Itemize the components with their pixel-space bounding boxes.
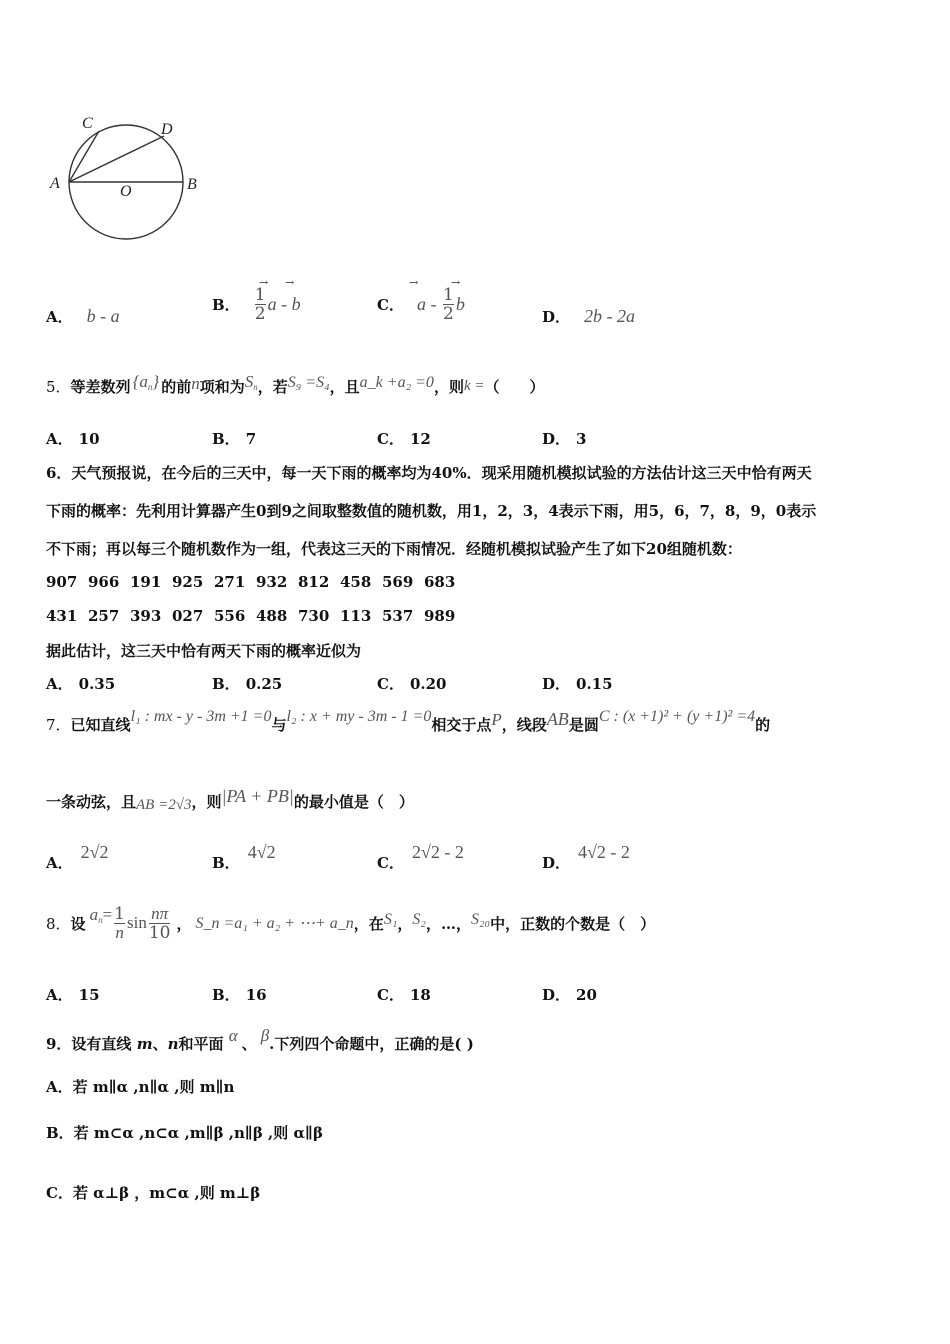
label-b: B [187, 176, 197, 193]
separator: 、 [241, 1035, 257, 1053]
seq-sub: n [147, 382, 153, 392]
math-n: n [191, 374, 200, 393]
q8-options [46, 984, 906, 1006]
line-n: n [167, 1035, 179, 1053]
text: ，则 [433, 378, 464, 396]
text: 是圆 [568, 716, 599, 734]
q6-option-b[interactable] [212, 673, 282, 694]
s-symbol: S [244, 372, 254, 391]
q5-option-a[interactable] [46, 428, 100, 449]
q7-option-d[interactable] [542, 842, 630, 873]
math-s1: S₁ [383, 911, 398, 928]
option-label: D． [542, 430, 571, 448]
seq-symbol: a [139, 372, 148, 391]
text: ，则 [191, 793, 222, 811]
option-label: A． [46, 675, 73, 693]
random-number: 556 [214, 607, 246, 625]
option-value: 20 [576, 986, 597, 1004]
option-label: C． [377, 675, 404, 693]
label-o: O [120, 183, 132, 200]
option-label: B． [212, 854, 240, 872]
question-number: 7． [46, 716, 71, 734]
label-d: D [161, 121, 173, 138]
option-value: 0.20 [409, 675, 447, 693]
label-c: C [82, 115, 93, 132]
label-a: A [50, 175, 60, 192]
random-number: 966 [88, 573, 120, 591]
segment-ab: AB [546, 709, 569, 729]
numerator: 1 [443, 285, 454, 305]
math-k: k = [463, 378, 485, 394]
option-value: 4√2 - 2 [578, 842, 630, 862]
option-label: C． [377, 296, 404, 314]
option-label: D． [542, 854, 571, 872]
q8-option-a[interactable] [46, 984, 100, 1005]
question-number: 5． [46, 378, 71, 396]
point-p: P [491, 710, 502, 729]
q9-option-b[interactable]: B．若 m⊂α ,n⊂α ,m∥β ,n∥β ,则 α∥β [46, 1124, 323, 1142]
random-number: 113 [340, 607, 372, 625]
circle-equation: C : (x +1)² + (y +1)² =4 [598, 708, 756, 725]
random-number: 458 [340, 573, 372, 591]
option-value: 2b - 2a [584, 306, 636, 326]
question-number: 8． [46, 914, 71, 933]
sin-function: sin [126, 913, 147, 932]
fraction-n-pi-over-10 [149, 905, 171, 942]
vector-arrow-icon: → [285, 276, 295, 289]
option-label: A． [46, 854, 73, 872]
numerator: 1 [114, 903, 125, 924]
option-value: 10 [78, 430, 100, 448]
option-value: 3 [576, 430, 587, 448]
text: .下列四个命题中，正确的是( ) [269, 1035, 474, 1053]
random-number: 730 [298, 607, 330, 625]
random-number: 907 [46, 573, 78, 591]
q4-option-a[interactable] [46, 306, 196, 327]
question-5-stem [46, 372, 545, 397]
option-label: C． [377, 854, 404, 872]
question-8-stem: 8． 设 $a_n$ = $\frac{1}{n}$ sin $\frac{n\pi}{10}$ ， S_n =a₁ + a₂ + ⋯+ a_n ，在 S₁ ， S₂ ，…， S₂₀ 中，正数的个数是（ ） [46, 903, 656, 943]
q4-option-c[interactable] [377, 276, 527, 324]
numerator: 1 [254, 285, 266, 305]
option-value: 0.15 [576, 675, 613, 693]
option-label: A． [46, 430, 73, 448]
option-label: A． [46, 308, 73, 326]
option-value: a - b [267, 294, 301, 314]
random-number: 271 [214, 573, 246, 591]
q9-option-a[interactable]: A．若 m∥α ,n∥α ,则 m∥n [46, 1078, 235, 1096]
equals-sign: = [102, 905, 113, 924]
chord-length: AB =2√3 [136, 797, 192, 813]
text: 项和为 [199, 378, 245, 396]
q5-option-b[interactable] [212, 428, 256, 449]
random-number: 431 [46, 607, 78, 625]
option-label: C． [377, 430, 404, 448]
random-number: 932 [256, 573, 288, 591]
q6-option-c[interactable] [377, 673, 447, 694]
sequence: $\{a_n\}$ [132, 372, 160, 392]
text: 一条动弦，且 [46, 793, 137, 811]
text: （ ） [484, 378, 545, 396]
option-value: 12 [409, 430, 431, 448]
random-numbers-row-2 [46, 606, 466, 625]
option-value: 16 [245, 986, 267, 1004]
sequence-term [90, 905, 103, 925]
option-value: b [455, 294, 465, 314]
random-number: 925 [172, 573, 204, 591]
line-m: m [136, 1035, 153, 1053]
text: 设 [70, 914, 86, 933]
q8-option-d[interactable] [542, 984, 597, 1005]
option-label: B． [212, 675, 240, 693]
q7-option-a[interactable] [46, 842, 109, 873]
random-number: 989 [424, 607, 456, 625]
a-symbol: a [89, 905, 99, 924]
q6-option-d[interactable] [542, 673, 613, 694]
option-value: 7 [245, 430, 257, 448]
math-condition-1: S₉ =S₄ [287, 374, 330, 391]
option-label: C． [377, 986, 404, 1004]
text: ，在 [353, 914, 384, 933]
text: ，线段 [501, 716, 547, 734]
fraction-half [255, 286, 266, 323]
option-label: D． [542, 986, 571, 1004]
math-s2: S₂ [412, 911, 426, 928]
question-9-stem [46, 1026, 474, 1054]
random-number: 257 [88, 607, 120, 625]
random-number: 488 [256, 607, 288, 625]
option-label: D． [542, 675, 571, 693]
numerator: nπ [149, 905, 171, 924]
text: 与 [271, 716, 287, 734]
option-value: b - a [86, 306, 120, 326]
random-number: 812 [298, 573, 330, 591]
random-number: 683 [424, 573, 456, 591]
text: ，且 [329, 378, 360, 396]
option-label: A． [46, 986, 73, 1004]
circle-figure [44, 112, 214, 247]
partial-sum-definition: S_n =a₁ + a₂ + ⋯+ a_n [195, 915, 354, 932]
random-number: 393 [130, 607, 162, 625]
fraction-half [443, 286, 454, 323]
q7-options [46, 840, 906, 870]
line-l2: l₂ : x + my - 3m - 1 =0 [286, 708, 432, 725]
text: 等差数列 [70, 378, 131, 396]
option-label: D． [542, 308, 571, 326]
q8-option-c[interactable] [377, 984, 431, 1005]
random-number: 027 [172, 607, 204, 625]
vector-arrow-icon: → [451, 276, 461, 289]
q5-option-d[interactable] [542, 428, 586, 449]
random-number: 537 [382, 607, 414, 625]
option-value: 0.35 [78, 675, 116, 693]
option-label: B． [212, 986, 240, 1004]
fraction-one-over-n [114, 905, 125, 942]
denominator: n [115, 922, 124, 942]
q7-option-b[interactable] [212, 842, 276, 873]
denominator: 10 [148, 922, 171, 943]
option-label: B． [212, 430, 240, 448]
text: 的 [755, 716, 771, 734]
line-l1: l₁ : mx - y - 3m +1 =0 [130, 708, 272, 725]
question-6-line-1: 6．天气预报说，在今后的三天中，每一天下雨的概率均为40%．现采用随机模拟试验的方法估计这三天中恰有两天 [46, 464, 812, 482]
option-value: 0.25 [245, 675, 283, 693]
denominator: 2 [443, 304, 454, 324]
ellipsis: ，…， [425, 914, 471, 933]
plane-beta: β [260, 1026, 270, 1045]
question-6-line-4: 据此估计，这三天中恰有两天下雨的概率近似为 [46, 642, 362, 660]
math-condition-2: a_k +a₂ =0 [359, 374, 434, 391]
text: 的最小值是（ ） [293, 793, 414, 811]
question-6-line-3: 不下雨；再以每三个随机数作为一组，代表这三天的下雨情况．经随机模拟试验产生了如下20组随机数： [46, 540, 742, 558]
option-value: 2√2 [80, 842, 109, 862]
q6-option-a[interactable] [46, 673, 115, 694]
random-number: 191 [130, 573, 162, 591]
random-number: 569 [382, 573, 414, 591]
option-value: 15 [78, 986, 100, 1004]
vector-arrow-icon: → [259, 276, 269, 289]
option-value-part: a - [417, 294, 442, 314]
q9-option-c[interactable]: C．若 α⊥β ，m⊂α ,则 m⊥β [46, 1184, 261, 1202]
question-7-line-1 [46, 708, 906, 735]
q4-option-d[interactable] [542, 306, 692, 327]
text: 的前 [161, 378, 192, 396]
math-sn [245, 372, 258, 391]
vector-sum-expression: |PA + PB| [221, 786, 294, 806]
random-numbers-row-1 [46, 572, 466, 591]
option-value: 18 [409, 986, 431, 1004]
text: 已知直线 [70, 716, 131, 734]
text: 和平面 [178, 1035, 224, 1053]
q6-options [46, 673, 906, 695]
q7-option-c[interactable] [377, 842, 464, 873]
option-value: 2√2 - 2 [411, 842, 464, 862]
question-7-line-2 [46, 786, 414, 814]
text: 中，正数的个数是（ ） [490, 914, 656, 933]
q5-options [46, 428, 906, 450]
q8-option-b[interactable] [212, 984, 267, 1005]
q5-option-c[interactable] [377, 428, 431, 449]
vector-arrow-icon: → [409, 276, 419, 289]
text: ，若 [257, 378, 288, 396]
s-sub: n [253, 382, 258, 392]
denominator: 2 [254, 304, 266, 324]
q4-option-b[interactable] [212, 276, 362, 324]
text: 9．设有直线 [46, 1035, 132, 1053]
option-label: B． [212, 296, 240, 314]
option-value: 4√2 [247, 842, 276, 862]
a-sub: n [98, 915, 103, 925]
question-6-line-2: 下雨的概率：先利用计算器产生0到9之间取整数值的随机数，用1，2，3，4表示下雨，用5，6，7，8，9，0表示 [46, 502, 817, 520]
text: 相交于点 [431, 716, 492, 734]
plane-alpha: α [228, 1026, 238, 1045]
separator: 、 [152, 1035, 168, 1053]
math-s20: S₂₀ [470, 911, 491, 928]
